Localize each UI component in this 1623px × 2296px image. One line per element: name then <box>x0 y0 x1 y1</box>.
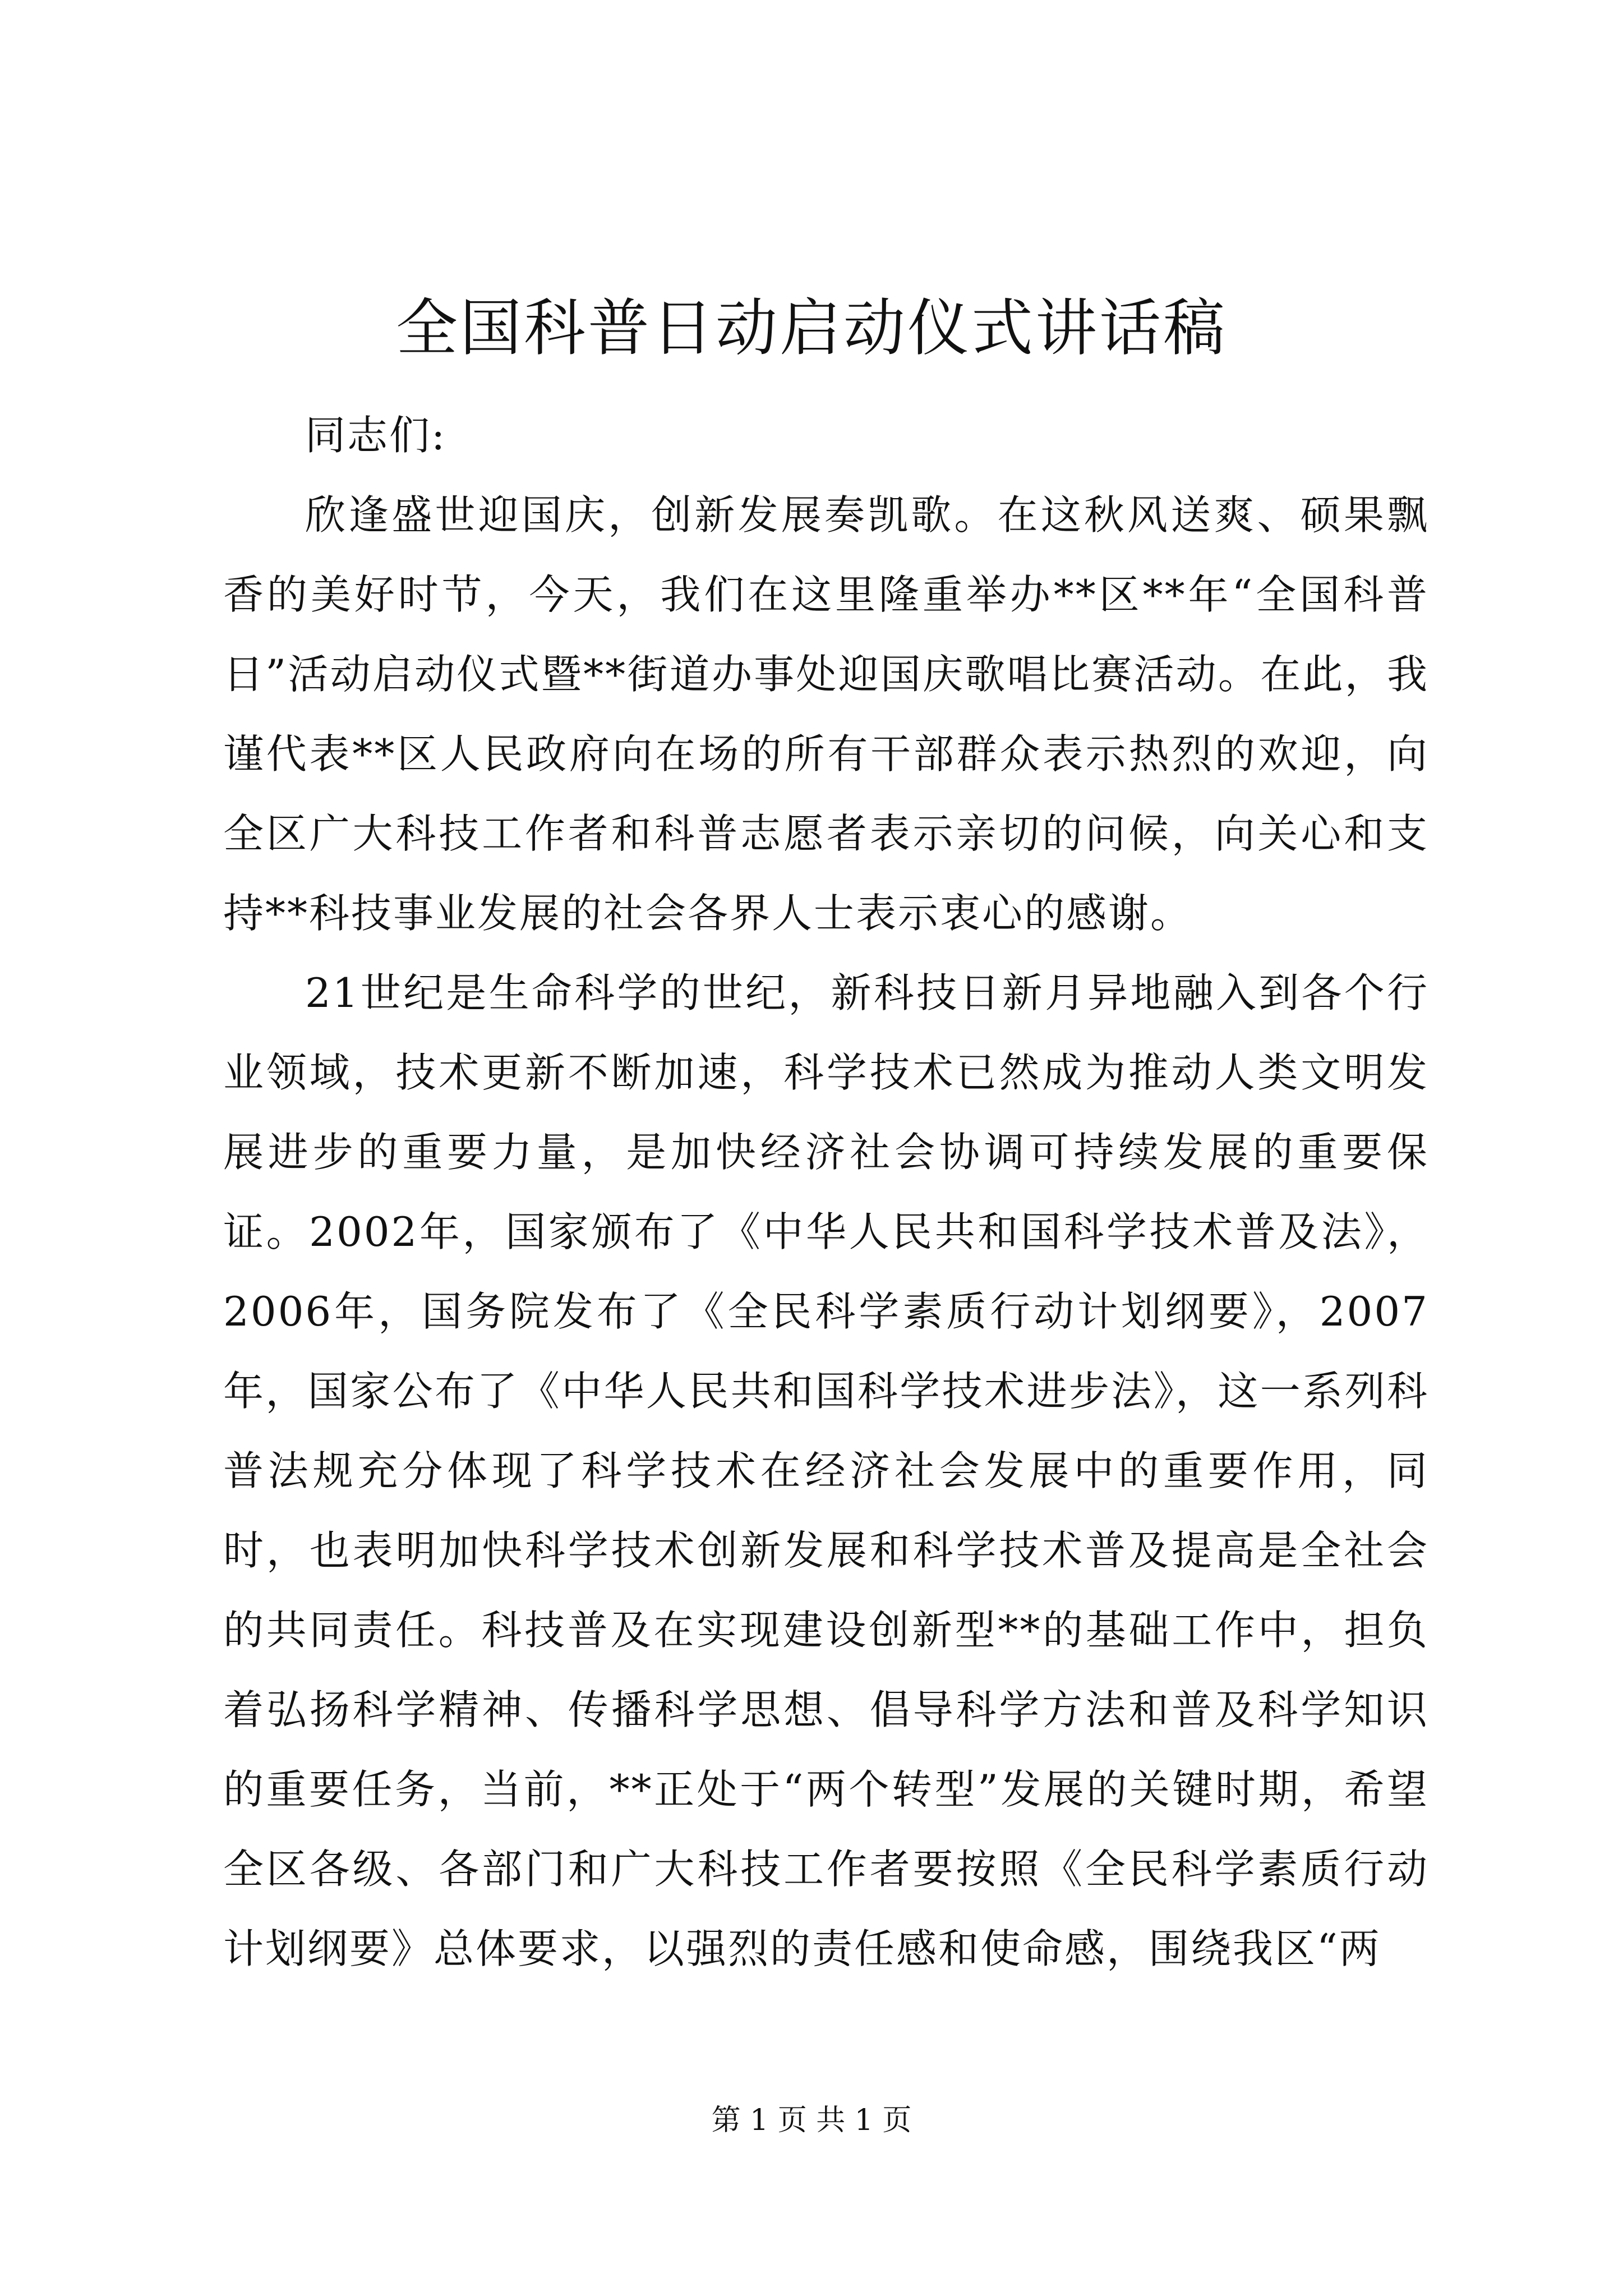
paragraph-2: 21世纪是生命科学的世纪，新科技日新月异地融入到各个行业领域，技术更新不断加速，科学技术已然成为推动人类文明发展进步的重要力量，是加快经济社会协调可持续发展的重要保证。2002年，国家颁布了《中华人民共和国科学技术普及法》，2006年，国务院发布了《全民科学素质行动计划纲要》，2007年，国家公布了《中华人民共和国科学技术进步法》，这一系列科普法规充分体现了科学技术在经济社会发展中的重要作用，同时，也表明加快科学技术创新发展和科学技术普及提高是全社会的共同责任。科技普及在实现建设创新型**的基础工作中，担负着弘扬科学精神、传播科学思想、倡导科学方法和普及科学知识的重要任务，当前，**正处于“两个转型”发展的关键时期，希望全区各级、各部门和广大科技工作者要按照《全民科学素质行动计划纲要》总体要求，以强烈的责任感和使命感，围绕我区“两 <box>223 969 1429 1972</box>
salutation: 同志们: <box>305 412 447 459</box>
document-title: 全国科普日动启动仪式讲话稿 <box>396 292 1227 364</box>
document-body <box>223 395 1429 1989</box>
page-footer: 第 1 页 共 1 页 <box>711 2104 912 2137</box>
paragraph-1: 欣逢盛世迎国庆，创新发展奏凯歌。在这秋风送爽、硕果飘香的美好时节，今天，我们在这里隆重举办**区**年“全国科普日”活动启动仪式暨**街道办事处迎国庆歌唱比赛活动。在此，我谨代表**区人民政府向在场的所有干部群众表示热烈的欢迎，向全区广大科技工作者和科普志愿者表示亲切的问候，向关心和支持**科技事业发展的社会各界人士表示衷心的感谢。 <box>223 491 1429 937</box>
